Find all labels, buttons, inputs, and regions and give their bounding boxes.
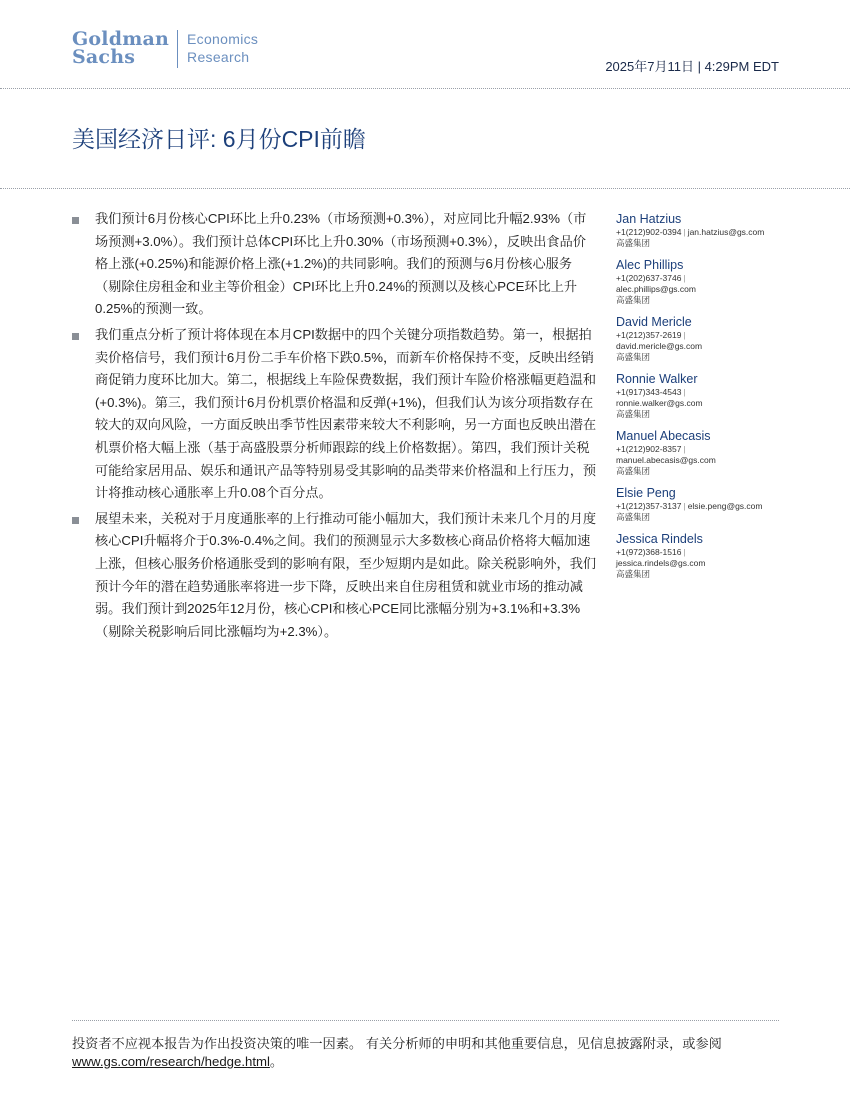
author-card — [616, 257, 791, 306]
summary-bullet — [72, 208, 597, 321]
author-contact — [616, 547, 791, 569]
author-name: Ronnie Walker — [616, 372, 698, 386]
report-datetime: 2025年7月11日 | 4:29PM EDT — [605, 59, 779, 74]
author-name: David Mericle — [616, 315, 692, 329]
contact-separator: | — [683, 444, 686, 454]
square-bullet-icon — [72, 333, 79, 340]
author-card — [616, 428, 791, 477]
contact-separator: | — [683, 273, 686, 283]
author-name: Jan Hatzius — [616, 212, 682, 226]
author-email-link[interactable]: ronnie.walker@gs.com — [616, 398, 703, 408]
contact-separator: | — [683, 330, 686, 340]
summary-bullets — [72, 208, 597, 646]
footer-divider — [72, 1020, 779, 1021]
author-card — [616, 485, 791, 523]
author-phone: +1(212)902-8357 — [616, 444, 682, 454]
author-phone: +1(202)637-3746 — [616, 273, 682, 283]
author-email-link[interactable]: alec.phillips@gs.com — [616, 284, 696, 294]
page-title: 美国经济日评: 6月份CPI前瞻 — [72, 126, 366, 152]
author-org: 高盛集团 — [616, 238, 651, 248]
author-phone: +1(212)902-0394 — [616, 227, 682, 237]
contact-separator: | — [683, 227, 686, 237]
disclaimer — [72, 1035, 782, 1071]
author-email-link[interactable]: jessica.rindels@gs.com — [616, 558, 706, 568]
disclaimer-suffix: 。 — [269, 1054, 284, 1069]
logo-brand-line2: Sachs — [72, 46, 136, 68]
author-contact — [616, 330, 791, 352]
author-phone: +1(212)357-2619 — [616, 330, 682, 340]
disclaimer-text: 投资者不应视本报告为作出投资决策的唯一因素。 有关分析师的申明和其他重要信息，见信息披露附录，或参阅 — [72, 1036, 722, 1051]
logo-brand — [72, 30, 169, 66]
square-bullet-icon — [72, 517, 79, 524]
author-email-link[interactable]: david.mericle@gs.com — [616, 341, 703, 351]
author-contact — [616, 227, 791, 238]
author-org: 高盛集团 — [616, 352, 651, 362]
author-card — [616, 211, 791, 249]
logo-divider — [177, 30, 178, 68]
bullet-text: 展望未来，关税对于月度通胀率的上行推动可能小幅加大，我们预计未来几个月的月度核心CPI升幅将介于0.3%-0.4%之间。我们的预测显示大多数核心商品价格将大幅加速上涨，但核心服务价格通胀受到的影响有限，至少短期内是如此。除关税影响外，我们预计今年的潜在趋势通胀率将进一步下降，反映出来自住房租赁和就业市场的推动减弱。我们预计到2025年12月份，核心CPI和核心PCE同比涨幅分别为+3.1%和+3.3%（剔除关税影响后同比涨幅均为+2.3%）。 — [95, 510, 597, 639]
author-org: 高盛集团 — [616, 569, 651, 579]
author-card — [616, 314, 791, 363]
author-name: Manuel Abecasis — [616, 429, 711, 443]
contact-separator: | — [683, 501, 686, 511]
bullet-text: 我们重点分析了预计将体现在本月CPI数据中的四个关键分项指数趋势。第一，根据拍卖价格信号，我们预计6月份二手车价格下跌0.5%，而新车价格保持不变，反映出经销商促销力度环比加大。第二，根据线上车险保费数据，我们预计车险价格涨幅更趋温和(+0.3%)。第三，我们预计6月份机票价格温和反弹(+1%)，但我们认为该分项指数存在较大的双向风险，一方面反映出季节性因素带来较大不利影响，另一方面也反映出潜在机票价格大幅上涨（基于高盛股票分析师跟踪的线上价格数据）。第四，我们预计关税可能给家居用品、娱乐和通讯产品等特别易受其影响的品类带来价格温和上行压力，预计将推动核心通胀率上升0.08个百分点。 — [95, 326, 597, 501]
author-contact — [616, 501, 791, 512]
author-org: 高盛集团 — [616, 466, 651, 476]
report-header — [0, 0, 850, 88]
logo-brand-line1: Goldman — [72, 28, 170, 50]
logo-unit — [187, 30, 258, 66]
bullet-text: 我们预计6月份核心CPI环比上升0.23%（市场预测+0.3%），对应同比升幅2.93%（市场预测+3.0%）。我们预计总体CPI环比上升0.30%（市场预测+0.3%），反映出食品价格上涨(+0.25%)和能源价格上涨(+1.2%)的共同影响。我们的预测与6月份核心服务（剔除住房租金和业主等价租金）CPI环比上升0.24%的预测以及核心PCE环比上升0.25%的预测一致。 — [95, 211, 587, 317]
author-card — [616, 371, 791, 420]
summary-bullet — [72, 324, 597, 505]
header-divider — [0, 88, 850, 89]
author-org: 高盛集团 — [616, 295, 651, 305]
logo-unit-line1: Economics — [187, 31, 259, 47]
author-org: 高盛集团 — [616, 409, 651, 419]
author-name: Elsie Peng — [616, 486, 676, 500]
author-name: Alec Phillips — [616, 258, 684, 272]
author-contact — [616, 387, 791, 409]
author-email-link[interactable]: jan.hatzius@gs.com — [687, 227, 765, 237]
summary-bullet — [72, 508, 597, 644]
author-phone: +1(972)368-1516 — [616, 547, 682, 557]
author-contact — [616, 444, 791, 466]
author-list — [616, 211, 791, 588]
author-card — [616, 531, 791, 580]
author-phone: +1(212)357-3137 — [616, 501, 682, 511]
logo-unit-line2: Research — [187, 49, 250, 65]
square-bullet-icon — [72, 217, 79, 224]
title-divider — [0, 188, 850, 189]
author-email-link[interactable]: elsie.peng@gs.com — [687, 501, 763, 511]
author-contact — [616, 273, 791, 295]
disclosure-link[interactable]: www.gs.com/research/hedge.html — [72, 1054, 270, 1069]
contact-separator: | — [683, 547, 686, 557]
author-email-link[interactable]: manuel.abecasis@gs.com — [616, 455, 716, 465]
contact-separator: | — [683, 387, 686, 397]
author-phone: +1(917)343-4543 — [616, 387, 682, 397]
author-org: 高盛集团 — [616, 512, 651, 522]
goldman-sachs-logo — [72, 30, 258, 68]
author-name: Jessica Rindels — [616, 532, 703, 546]
